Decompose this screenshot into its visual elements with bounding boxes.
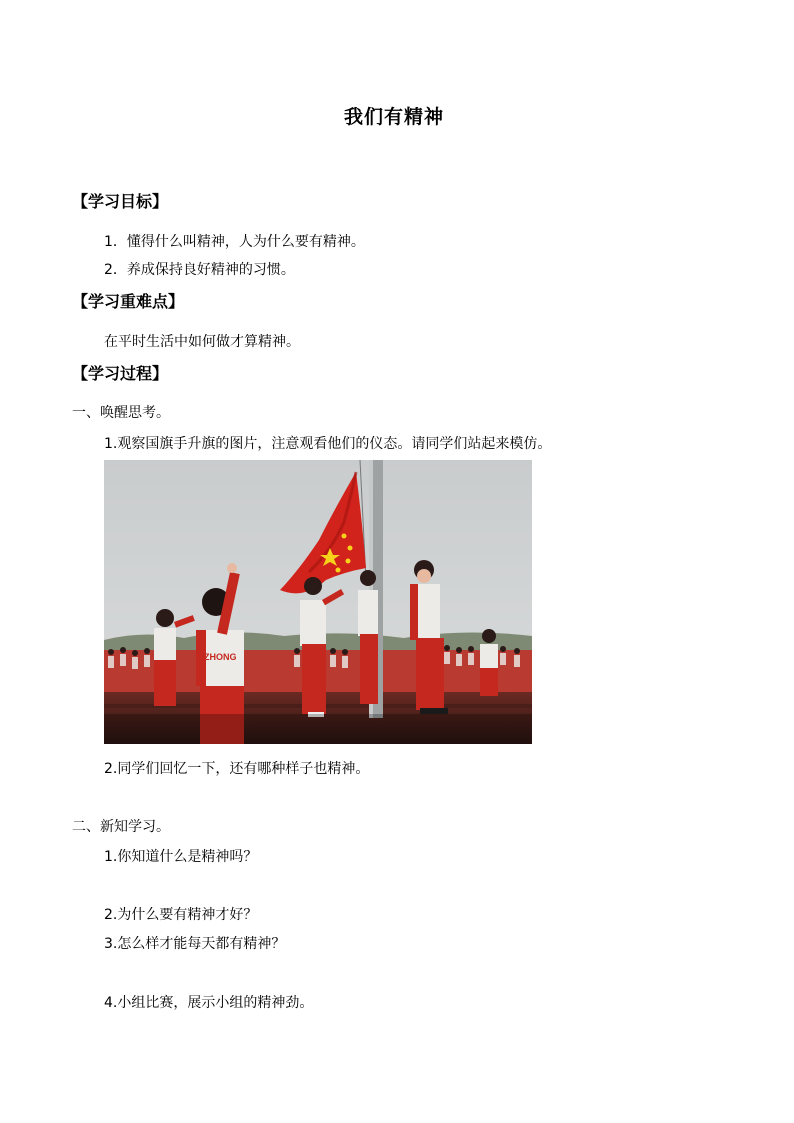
section2-item: 4.小组比赛，展示小组的精神劲。 (104, 995, 314, 1011)
section2-item: 2.为什么要有精神才好？ (104, 907, 258, 923)
flag-raising-photo (104, 460, 532, 744)
flag-raising-illustration (104, 460, 532, 744)
goal-item: 2．养成保持良好精神的习惯。 (104, 262, 295, 278)
section1-item: 2.同学们回忆一下，还有哪种样子也精神。 (104, 761, 370, 777)
difficulty-heading: 【学习重难点】 (72, 292, 185, 311)
section2-heading: 二、新知学习。 (72, 819, 170, 835)
jacket-lettering: ZHONG (204, 652, 237, 662)
section1-item: 1.观察国旗手升旗的图片，注意观看他们的仪态。请同学们站起来模仿。 (104, 436, 552, 452)
section2-item: 1.你知道什么是精神吗？ (104, 849, 258, 865)
process-heading: 【学习过程】 (72, 364, 169, 383)
section1-heading: 一、唤醒思考。 (72, 405, 170, 421)
page-title: 我们有精神 (344, 106, 445, 128)
goal-item: 1．懂得什么叫精神，人为什么要有精神。 (104, 234, 365, 250)
section2-item: 3.怎么样才能每天都有精神？ (104, 936, 286, 952)
goals-heading: 【学习目标】 (72, 192, 169, 211)
difficulty-text: 在平时生活中如何做才算精神。 (104, 334, 300, 350)
